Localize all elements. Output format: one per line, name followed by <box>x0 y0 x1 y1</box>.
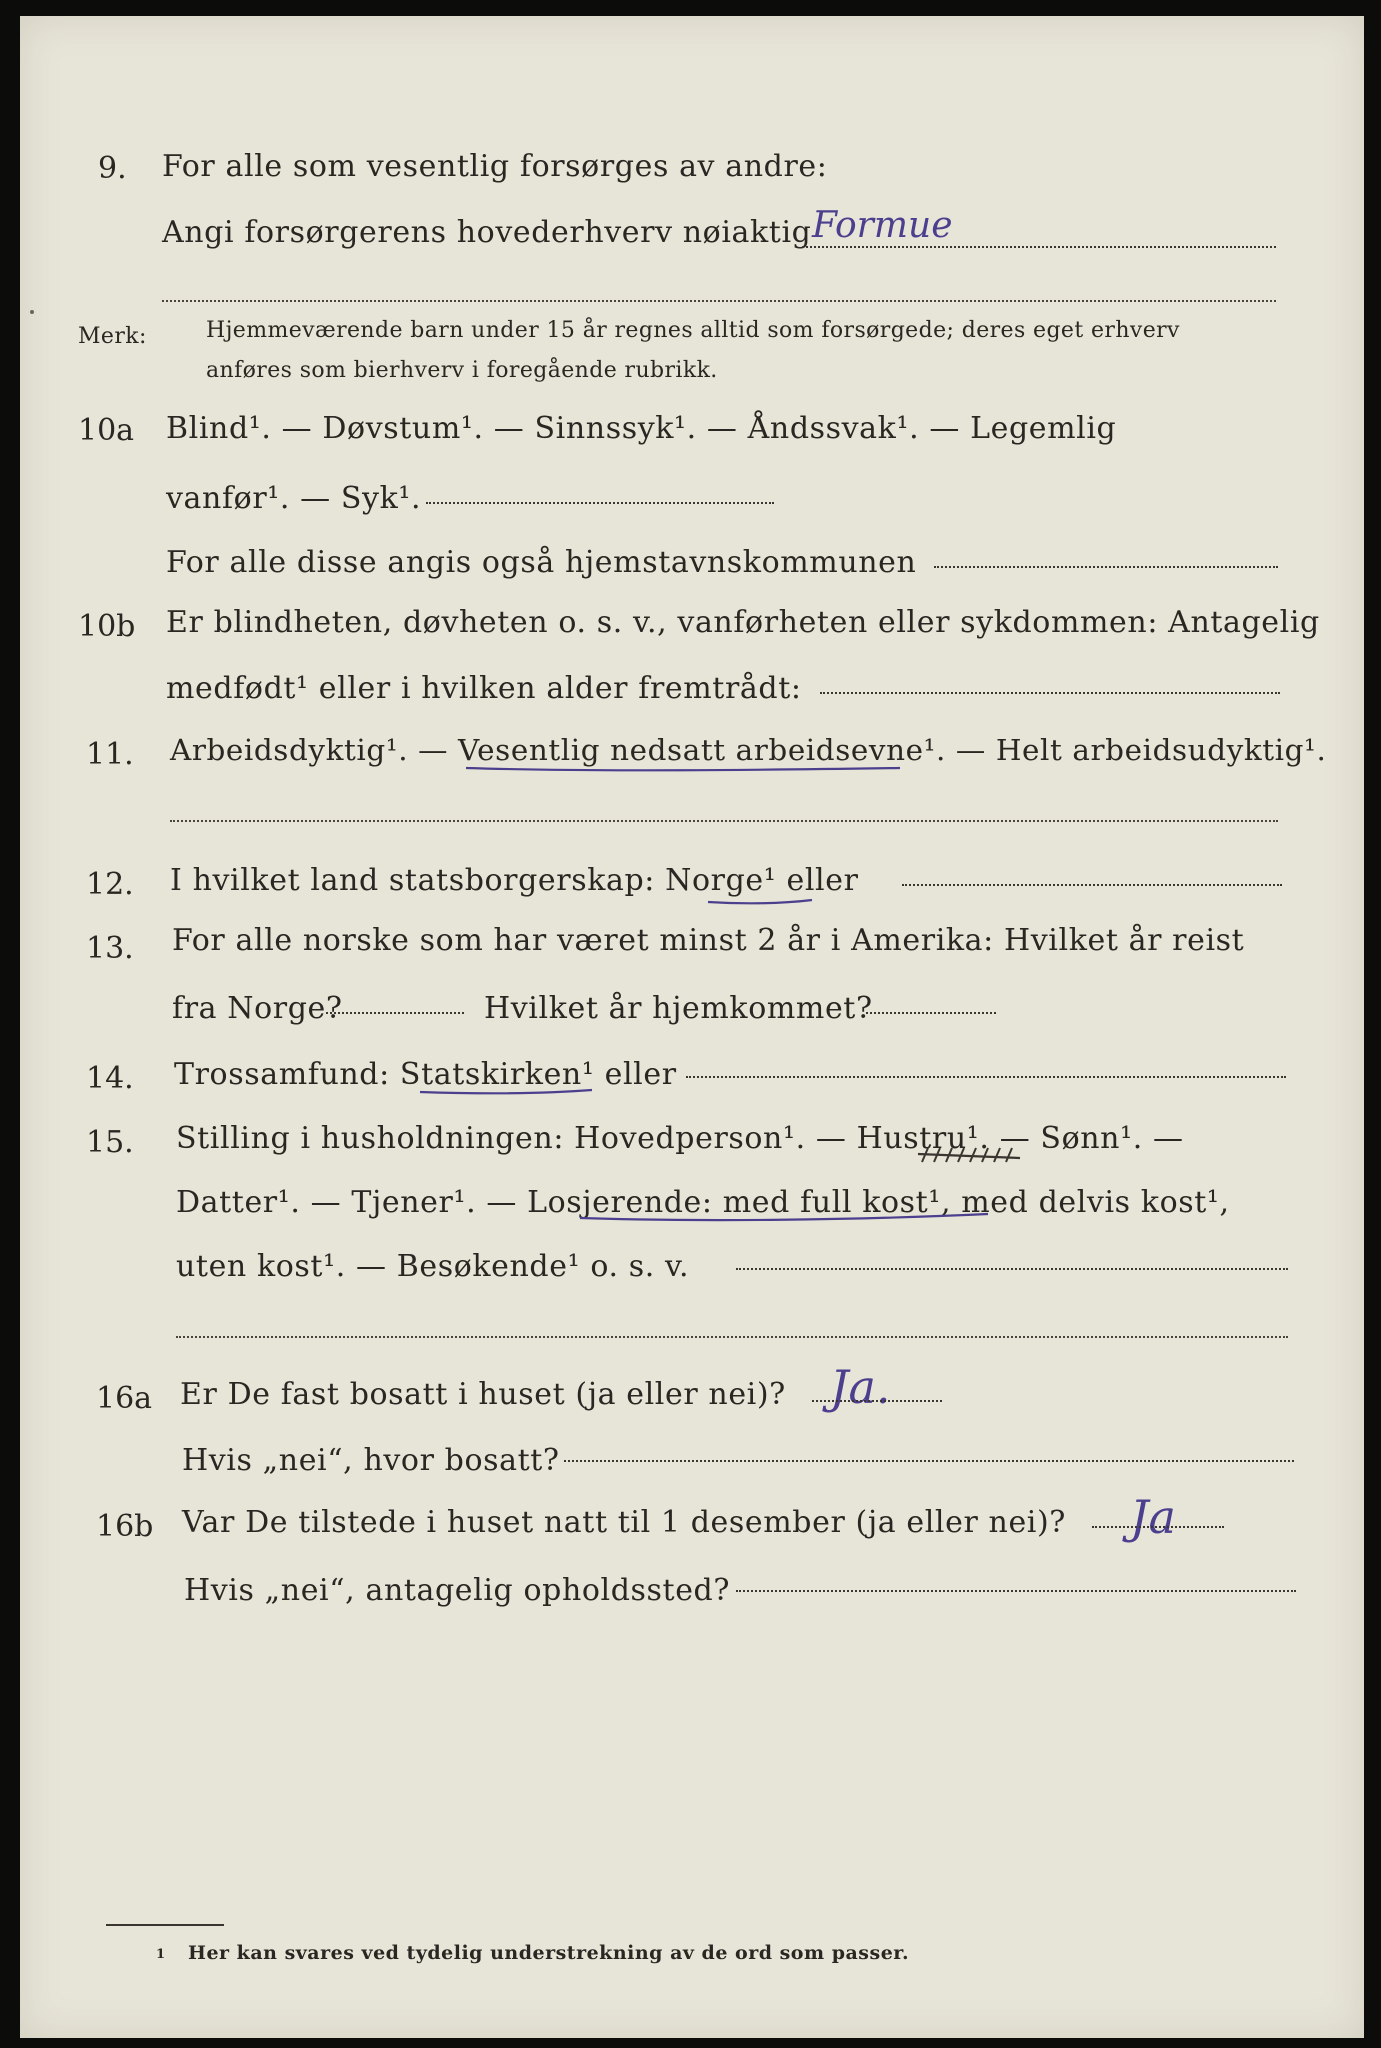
q10b-number: 10b <box>78 609 136 644</box>
q11-underline <box>466 768 900 770</box>
q16a-number: 16a <box>96 1381 153 1416</box>
q15-line2: Datter¹. — Tjener¹. — Losjerende: med full kost¹, med delvis kost¹, <box>176 1185 1230 1220</box>
q16b-line1: Var De tilstede i huset natt til 1 desember (ja eller nei)? <box>182 1505 1066 1540</box>
q10a-line1: Blind¹. — Døvstum¹. — Sinnssyk¹. — Åndssvak¹. — Legemlig <box>166 411 1117 446</box>
q11-number: 11. <box>86 737 134 772</box>
q15-line3: uten kost¹. — Besøkende¹ o. s. v. <box>176 1249 690 1284</box>
q16a-line2: Hvis „nei“, hvor bosatt? <box>182 1443 560 1478</box>
note-line2: anføres som bierhverv i foregående rubrikk. <box>206 358 718 383</box>
q13-line1: For alle norske som har været minst 2 år i Amerika: Hvilket år reist <box>172 923 1245 958</box>
q14-underline <box>420 1090 592 1093</box>
q10b-line2: medfødt¹ eller i hvilken alder fremtrådt: <box>166 671 802 706</box>
q11-line1: Arbeidsdyktig¹. — Vesentlig nedsatt arbeidsevne¹. — Helt arbeidsudyktig¹. <box>170 733 1327 767</box>
q12-line1: I hvilket land statsborgerskap: Norge¹ eller <box>170 863 859 898</box>
q15-line1: Stilling i husholdningen: Hovedperson¹. — Hustru¹. — Sønn¹. — <box>176 1121 1184 1156</box>
q14-line1: Trossamfund: Statskirken¹ eller <box>174 1057 677 1092</box>
q15-underline <box>580 1214 988 1220</box>
note-label: Merk: <box>78 324 147 349</box>
q16b-number: 16b <box>96 1509 154 1544</box>
q10b-line1: Er blindheten, døvheten o. s. v., vanførheten eller sykdommen: Antagelig <box>166 605 1320 640</box>
q14-number: 14. <box>86 1061 134 1096</box>
q10a-number: 10a <box>78 413 135 448</box>
q12-number: 12. <box>86 867 134 902</box>
q16b-line2: Hvis „nei“, antagelig opholdssted? <box>184 1573 731 1608</box>
q16a-answer-handwritten: Ja. <box>830 1360 891 1414</box>
footnote-text: Her kan svares ved tydelig understrekning av de ord som passer. <box>188 1942 910 1964</box>
q9-line1: For alle som vesentlig forsørges av andre: <box>162 149 828 184</box>
q9-line2: Angi forsørgerens hovederhverv nøiaktig <box>162 215 812 250</box>
footnote-mark: 1 <box>156 1947 166 1962</box>
q9-answer-handwritten: Formue <box>812 205 953 246</box>
q13-number: 13. <box>86 931 134 966</box>
q15-number: 15. <box>86 1125 134 1160</box>
q13-line2b: Hvilket år hjemkommet? <box>484 991 873 1026</box>
q10a-line2: vanfør¹. — Syk¹. <box>166 481 422 516</box>
note-line1: Hjemmeværende barn under 15 år regnes alltid som forsørgede; deres eget erhverv <box>206 318 1180 343</box>
q12-underline <box>708 900 812 903</box>
q15-hustru-strike <box>918 1154 1020 1158</box>
q16b-answer-handwritten: Ja <box>1130 1490 1176 1544</box>
q10a-line3: For alle disse angis også hjemstavnskommunen <box>166 545 917 580</box>
q16a-line1: Er De fast bosatt i huset (ja eller nei)? <box>180 1377 786 1412</box>
hole-punch-mark <box>30 310 34 314</box>
q9-number: 9. <box>98 151 127 186</box>
q13-line2a: fra Norge? <box>172 991 343 1026</box>
